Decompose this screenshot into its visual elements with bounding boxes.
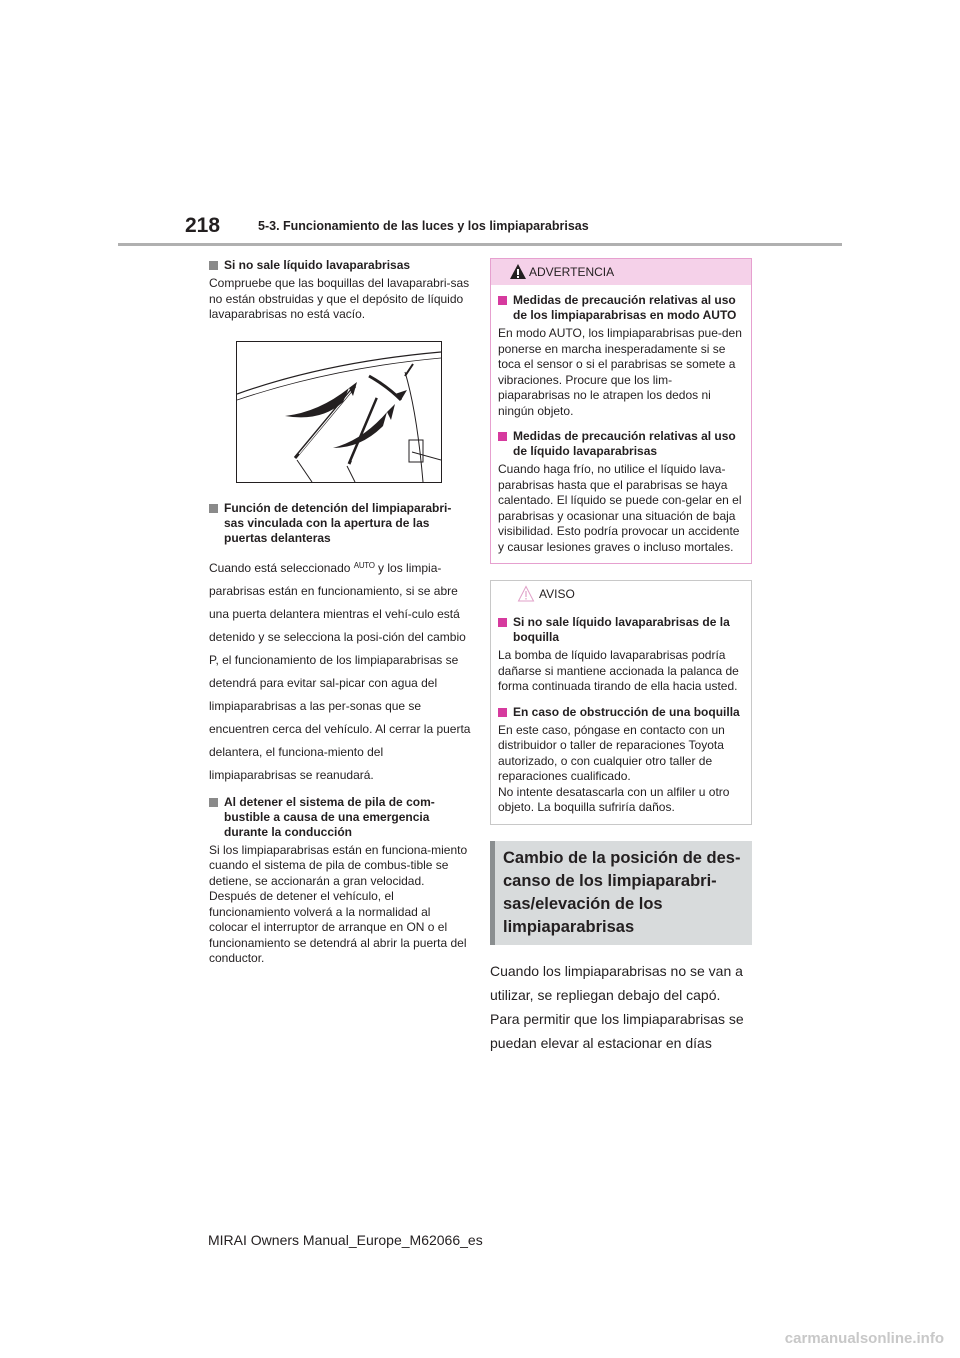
section-title: 5-3. Funcionamiento de las luces y los limpiaparabrisas <box>258 219 589 233</box>
warning-box <box>490 258 752 564</box>
square-bullet-icon <box>498 708 507 717</box>
wiper-illustration <box>236 341 442 483</box>
notice-box <box>490 580 752 825</box>
notice-body <box>491 607 751 824</box>
footer: MIRAI Owners Manual_Europe_M62066_es <box>208 1232 483 1248</box>
left-column <box>209 258 471 977</box>
heading-fuel-cell-stop <box>209 795 471 840</box>
heading-fuel-cell-stop-text: Al detener el sistema de pila de com-bustible a causa de una emergencia durante la conducción <box>224 794 435 839</box>
body-door-stop-before: Cuando está seleccionado <box>209 560 351 575</box>
notice-title: AVISO <box>539 587 575 601</box>
square-bullet-icon <box>209 261 218 270</box>
warning-title: ADVERTENCIA <box>529 265 615 279</box>
square-bullet-icon <box>498 296 507 305</box>
warning-item-heading-text: Medidas de precaución relativas al uso de líquido lavaparabrisas <box>513 429 736 458</box>
notice-item-heading <box>498 615 744 645</box>
notice-header <box>491 581 751 607</box>
warning-item-heading <box>498 429 744 459</box>
body-no-fluid: Compruebe que las boquillas del lavaparabri-sas no están obstruidas y que el depósito de líquido lavaparabrisas no está vacío. <box>209 276 470 321</box>
notice-item-heading-text: En caso de obstrucción de una boquilla <box>513 704 740 719</box>
caution-triangle-icon <box>517 585 535 602</box>
body-door-stop <box>209 554 471 787</box>
heading-no-fluid-text: Si no sale líquido lavaparabrisas <box>224 258 411 272</box>
square-bullet-icon <box>498 432 507 441</box>
notice-item-body-extra: No intente desatascarla con un alfiler u otro objeto. La boquilla sufriría daños. <box>498 784 730 814</box>
heading-door-stop-text: Función de detención del limpiaparabri-sas vinculada con la apertura de las puertas delanteras <box>224 500 452 545</box>
heading-no-fluid <box>209 258 471 273</box>
wiper-illustration-svg <box>237 342 441 482</box>
warning-header <box>491 259 751 285</box>
square-bullet-icon <box>209 798 218 807</box>
notice-item-body: En este caso, póngase en contacto con un distribuidor o taller de reparaciones Toyota autorizado, o con cualquier otro taller de reparaciones cualificado. <box>498 722 725 783</box>
warning-body <box>491 285 751 563</box>
square-bullet-icon <box>498 618 507 627</box>
notice-item-heading <box>498 705 744 720</box>
auto-glyph: AUTO <box>353 560 375 570</box>
notice-item-body: La bomba de líquido lavaparabrisas podría dañarse si mantiene accionada la palanca de forma continuada tirando de ella hacia usted. <box>498 648 739 693</box>
notice-item-heading-text: Si no sale líquido lavaparabrisas de la boquilla <box>513 615 730 644</box>
page-number: 218 <box>185 214 221 237</box>
warning-triangle-icon <box>509 263 527 280</box>
warning-item-heading <box>498 293 744 323</box>
header-rule <box>118 243 842 246</box>
warning-item-heading-text: Medidas de precaución relativas al uso de los limpiaparabrisas en modo AUTO <box>513 293 737 322</box>
watermark: carmanualsonline.info <box>784 1330 944 1347</box>
section-body: Cuando los limpiaparabrisas no se van a utilizar, se repliegan debajo del capó. Para permitir que los limpiaparabrisas se puedan elevar al estacionar en días <box>490 962 744 1051</box>
warning-item-body: En modo AUTO, los limpiaparabrisas pue-den ponerse en marcha inesperadamente si se toca el sensor o si el parabrisas se somete a vibraciones. Procure que los lim-piaparabrisas no le atrapen los dedos ni ningún objeto. <box>498 326 742 418</box>
body-fuel-cell-stop: Si los limpiaparabrisas están en funciona-miento cuando el sistema de pila de combus-tible se detiene, se accionarán a gran velocidad. Después de detener el vehículo, el funcionamiento volverá a la normalidad al colocar el interruptor de arranque en ON o el funcionamiento se detendrá al abrir la puerta del conductor. <box>209 842 468 965</box>
square-bullet-icon <box>209 504 218 513</box>
heading-door-stop <box>209 501 471 546</box>
warning-item-body: Cuando haga frío, no utilice el líquido lava-parabrisas hasta que el parabrisas se haya calentado. El líquido se puede con-gelar en el parabrisas y ocasionar una situación de baja visibilidad. Esto podría provocar un accidente y causar lesiones graves o incluso mortales. <box>498 462 742 554</box>
body-door-stop-after: y los limpia-parabrisas están en funcionamiento, si se abre una puerta delantera mientras el vehí-culo está detenido y se selecciona la posi-ción del cambio P, el funcionamiento de los limpiaparabrisas se detendrá para evitar sal-picar con agua del limpiaparabrisas a las per-sonas que se encuentren cerca del vehículo. Al cerrar la puerta delantera, el funciona-miento del limpiaparabrisas se reanudará. <box>209 560 471 782</box>
right-column <box>490 258 752 1055</box>
section-heading: Cambio de la posición de des-canso de los limpiaparabri-sas/elevación de los limpiaparabrisas <box>490 841 752 945</box>
